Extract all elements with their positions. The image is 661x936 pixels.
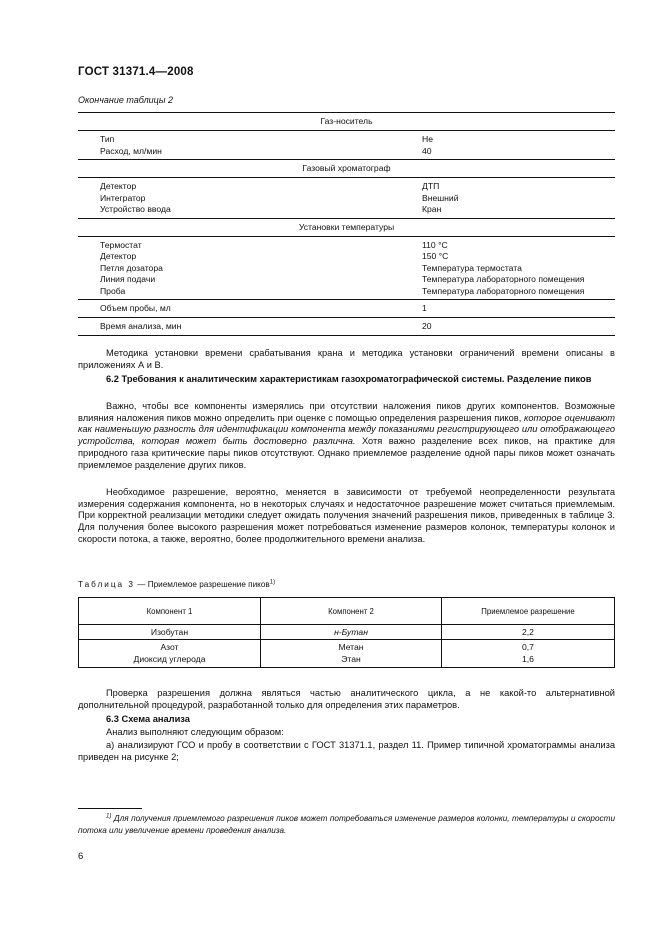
value-detector: ДТП bbox=[422, 181, 440, 191]
table-cell-line: Этан bbox=[341, 653, 361, 664]
label-feed-line: Линия подачи bbox=[100, 274, 156, 284]
column-header-component-1: Компонент 1 bbox=[79, 598, 261, 625]
value-integrator: Внешний bbox=[422, 192, 459, 203]
section-carrier-gas: Газ-носитель bbox=[78, 113, 615, 131]
label-analysis-time: Время анализа, мин bbox=[78, 318, 420, 336]
section-6-3-title: 6.3 Схема анализа bbox=[106, 714, 190, 724]
value-sample-loop: Температура термостата bbox=[422, 262, 522, 273]
table-cell bbox=[79, 640, 261, 668]
table3-caption-text: Приемлемое разрешение пиков bbox=[147, 580, 270, 589]
table-cell: 2,2 bbox=[442, 625, 615, 640]
value-sample: Температура лабораторного помещения bbox=[422, 285, 585, 296]
section-6-2-title: 6.2 Требования к аналитическим характеристикам газохроматографической системы. Разделение пиков bbox=[106, 374, 592, 384]
table-cell bbox=[261, 640, 442, 668]
page-header-title: ГОСТ 31371.4—2008 bbox=[78, 66, 194, 78]
table-cell bbox=[442, 640, 615, 668]
label-flow: Расход, мл/мин bbox=[100, 145, 162, 156]
label-sample-volume: Объем пробы, мл bbox=[78, 300, 420, 318]
table-3 bbox=[78, 597, 615, 668]
table-cell-line: Диоксид углерода bbox=[133, 653, 206, 664]
table-cell-line: 0,7 bbox=[522, 642, 534, 652]
label-oven: Термостат bbox=[100, 239, 142, 250]
chromatograph-values bbox=[420, 178, 615, 219]
temperature-values bbox=[420, 236, 615, 300]
paragraph-2-end: Хотя важно разделение всех пиков, на практике для природного газа критические пары пиков отсутствуют. Однако приемлемое разделение одной пары пиков может означать приемлемое разделение других пиков. bbox=[78, 436, 615, 470]
table-cell bbox=[261, 625, 442, 640]
label-sample: Проба bbox=[100, 285, 126, 296]
section-chromatograph: Газовый хроматограф bbox=[78, 160, 615, 178]
footnote-text: Для получения приемлемого разрешения пиков может потребоваться изменение размеров колонки, температуры и скорости потока или увеличение времени проведения анализа. bbox=[78, 814, 615, 835]
value-flow: 40 bbox=[422, 145, 432, 156]
label-detector-temp: Детектор bbox=[100, 251, 137, 261]
label-type: Тип bbox=[100, 134, 115, 144]
table-cell: Изобутан bbox=[79, 625, 261, 640]
table2-caption: Окончание таблицы 2 bbox=[78, 95, 173, 105]
table3-caption-dash: — bbox=[134, 580, 148, 589]
temperature-labels bbox=[78, 236, 420, 300]
value-inlet: Кран bbox=[422, 204, 442, 214]
paragraph-2-start: Важно, чтобы все компоненты измерялись при отсутствии наложения пиков других компонентов. Возможные влияния наложения пиков можно определить при оценке с помощью определения разрешения пиков, bbox=[78, 401, 615, 423]
value-type: He bbox=[422, 134, 433, 144]
table-cell-text: н-Бутан bbox=[334, 627, 368, 637]
chromatograph-labels bbox=[78, 178, 420, 219]
label-integrator: Интегратор bbox=[100, 192, 146, 203]
paragraph-3: Необходимое разрешение, вероятно, меняется в зависимости от требуемой неопределенности результата измерения содержания компонента, но в некоторых случаях и недостаточное разрешение может считаться приемлемым. При корректной реализации методики следует ожидать получения значений разрешения пиков, приведенных в таблице 3. Для получения более высокого разрешения может потребоваться изменение размеров колонок, температуры колонок и скорости потока, а также, вероятно, более продолжительного времени анализа. bbox=[78, 487, 615, 544]
value-analysis-time: 20 bbox=[420, 318, 615, 336]
table-cell-line: Азот bbox=[160, 642, 179, 652]
table3-caption bbox=[78, 580, 275, 589]
value-oven: 110 °С bbox=[422, 239, 448, 250]
section-temperatures: Установки температуры bbox=[78, 218, 615, 236]
footnote bbox=[78, 813, 615, 836]
label-sample-loop: Петля дозатора bbox=[100, 262, 163, 273]
paragraph-1: Методика установки времени срабатывания крана и методика установки ограничений времени описаны в приложениях А и В. bbox=[78, 348, 615, 370]
value-feed-line: Температура лабораторного помещения bbox=[422, 274, 585, 284]
label-detector: Детектор bbox=[100, 181, 137, 191]
carrier-gas-labels bbox=[78, 131, 420, 160]
paragraph-2 bbox=[78, 401, 615, 471]
footnote-ref: 1) bbox=[269, 579, 276, 586]
footnote-divider bbox=[78, 808, 142, 809]
paragraph-2-italic: которое оценивают как наименьшую разность для идентификации компонента между показаниями регистрирующего или отображающего устройства, которая может быть достоверно различна. bbox=[78, 412, 615, 447]
value-detector-temp: 150 °С bbox=[422, 251, 449, 261]
page-number: 6 bbox=[78, 851, 84, 862]
paragraph-5: Анализ выполняют следующим образом: bbox=[106, 727, 284, 737]
table3-caption-prefix: Таблица 3 bbox=[78, 580, 135, 589]
column-header-resolution: Приемлемое разрешение bbox=[442, 598, 615, 625]
paragraph-4: Проверка разрешения должна являться частью аналитического цикла, а не какой-то альтернативной дополнительной процедурой, разработанной только для определения этих параметров. bbox=[78, 688, 615, 710]
label-inlet: Устройство ввода bbox=[100, 204, 171, 214]
column-header-component-2: Компонент 2 bbox=[261, 598, 442, 625]
paragraph-6: а) анализируют ГСО и пробу в соответствии с ГОСТ 31371.1, раздел 11. Пример типичной хроматограммы анализа приведен на рисунке 2; bbox=[78, 740, 615, 762]
table-cell-line: Метан bbox=[338, 642, 364, 652]
table-2 bbox=[78, 112, 615, 336]
value-sample-volume: 1 bbox=[420, 300, 615, 318]
carrier-gas-values bbox=[420, 131, 615, 160]
table-cell-line: 1,6 bbox=[522, 653, 534, 664]
footnote-mark: 1) bbox=[106, 813, 112, 820]
